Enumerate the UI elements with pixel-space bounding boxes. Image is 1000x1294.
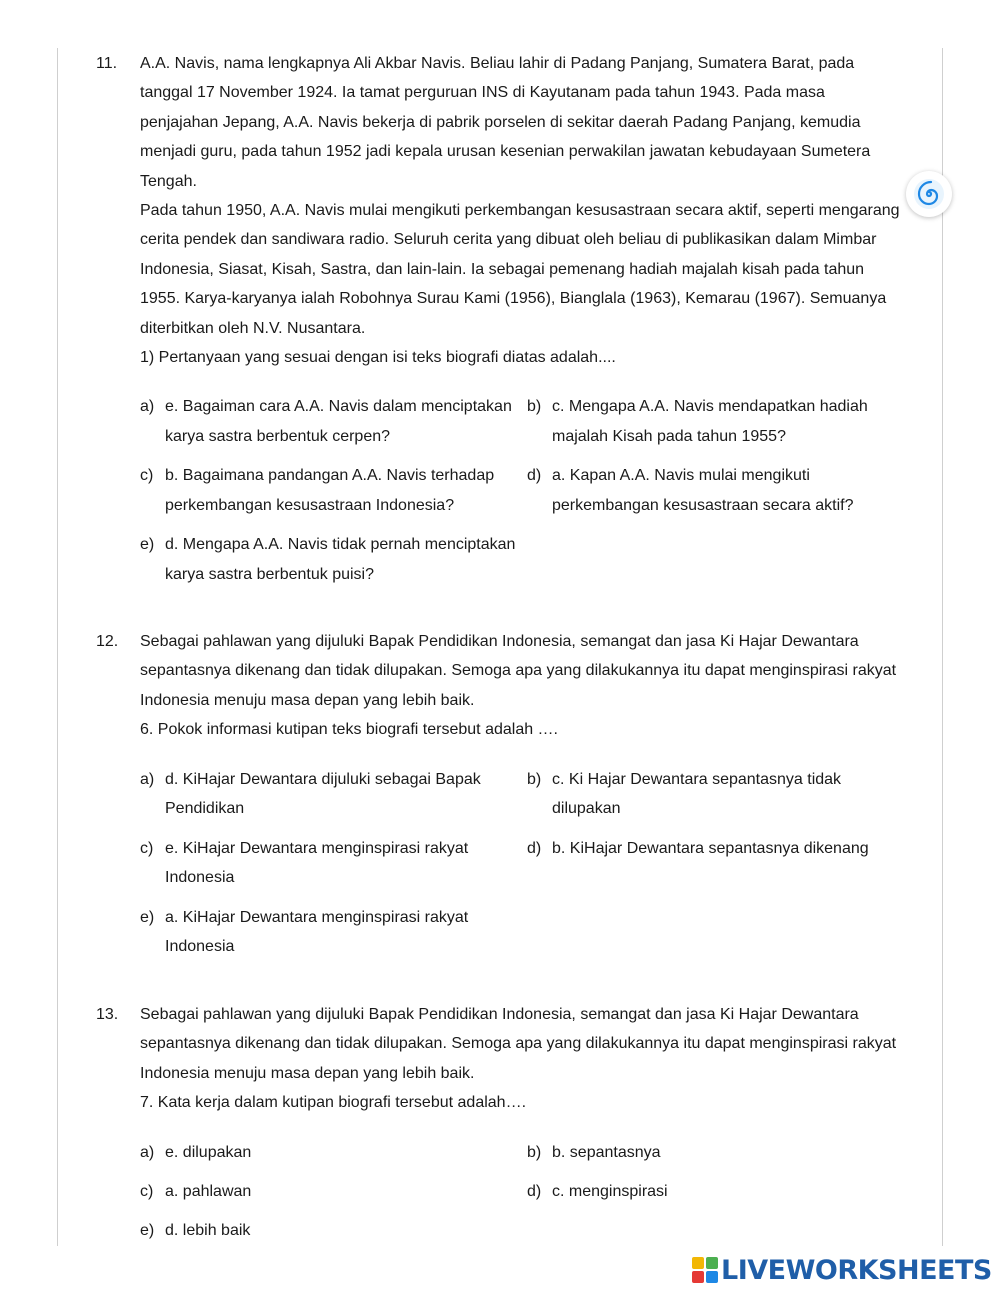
option-text: a. Kapan A.A. Navis mulai mengikuti perkembangan kesusastraan secara aktif? [552,467,854,514]
logo-block [706,1271,718,1283]
option-text: e. dilupakan [165,1143,252,1161]
passage-paragraph: Sebagai pahlawan yang dijuluki Bapak Pendidikan Indonesia, semangat dan jasa Ki Hajar Dewantara sepantasnya dikenang dan tidak dilupakan. Semoga apa yang dilakukannya itu dapat menginspirasi rakyat Indonesia menuju masa depan yang lebih baik. [140,1006,897,1082]
question-number: 13. [96,1006,119,1023]
option-text: b. sepantasnya [552,1143,661,1161]
option-b[interactable] [527,1138,907,1167]
liveworksheets-logo [692,1254,992,1286]
question-12 [96,627,906,956]
option-text: d. KiHajar Dewantara dijuluki sebagai Bapak Pendidikan [165,770,481,818]
question-13 [96,1000,906,1239]
option-a[interactable] [140,1138,520,1167]
option-d[interactable] [527,834,907,863]
option-text: e. Bagaiman cara A.A. Navis dalam menciptakan karya sastra berbentuk cerpen? [165,398,512,445]
question-prompt: 7. Kata kerja dalam kutipan biografi tersebut adalah…. [140,1094,527,1112]
logo-block [692,1257,704,1269]
logo-text: LIVEWORKSHEETS [721,1254,992,1286]
option-b[interactable] [527,392,907,451]
passage-paragraph: A.A. Navis, nama lengkapnya Ali Akbar Navis. Beliau lahir di Padang Panjang, Sumatera Barat, pada tanggal 17 November 1924. Ia tamat perguruan INS di Kayutanam pada tahun 1943. Pada masa penjajahan Jepang, A.A. Navis bekerja di pabrik porselen di sekitar daerah Padang Panjang, kemudia menjadi guru, pada tahun 1952 jadi kepala urusan kesenian perwakilan jawatan kebudayaan Sumetera Tengah. [140,55,871,190]
option-e[interactable] [140,1216,520,1245]
option-letter: d) [527,1182,542,1200]
assistant-button[interactable] [906,171,952,217]
question-prompt: 6. Pokok informasi kutipan teks biografi tersebut adalah …. [140,721,558,739]
option-text: c. menginspirasi [552,1182,668,1200]
question-passage [140,49,906,372]
option-letter: c) [140,839,154,857]
passage-paragraph: Pada tahun 1950, A.A. Navis mulai mengikuti perkembangan kesusastraan secara aktif, seperti mengarang cerita pendek dan sandiwara radio. Seluruh cerita yang dibuat oleh beliau di publikasikan dalam Mimbar Indonesia, Siasat, Kisah, Sastra, dan lain-lain. Ia sebagai pemenang hadiah majalah kisah pada tahun 1955. Karya-karyanya ialah Robohnya Surau Kami (1956), Bianglala (1963), Kemarau (1967). Semuanya diterbitkan oleh N.V. Nusantara. [140,202,900,337]
option-letter: e) [140,908,155,926]
option-letter: e) [140,536,155,554]
option-text: b. Bagaimana pandangan A.A. Navis terhadap perkembangan kesusastraan Indonesia? [165,467,495,514]
option-d[interactable] [527,461,907,520]
option-letter: a) [140,398,155,416]
page-border-right [942,48,943,1246]
option-text: d. lebih baik [165,1221,251,1239]
page-border-left [57,48,58,1246]
option-c[interactable] [140,834,520,893]
spiral-assistant-icon [912,177,946,211]
logo-block [706,1257,718,1269]
option-text: a. KiHajar Dewantara menginspirasi rakyat Indonesia [165,908,469,956]
option-text: c. Ki Hajar Dewantara sepantasnya tidak dilupakan [552,770,842,818]
option-text: d. Mengapa A.A. Navis tidak pernah menciptakan karya sastra berbentuk puisi? [165,536,516,583]
option-text: b. KiHajar Dewantara sepantasnya dikenang [552,839,869,857]
option-letter: c) [140,1182,154,1200]
question-number: 11. [96,55,118,72]
option-letter: d) [527,467,542,485]
option-letter: b) [527,1143,542,1161]
option-letter: a) [140,1143,155,1161]
option-e[interactable] [140,903,520,962]
option-e[interactable] [140,530,520,589]
option-letter: a) [140,770,155,788]
question-prompt: 1) Pertanyaan yang sesuai dengan isi teks biografi diatas adalah.... [140,349,616,367]
option-letter: d) [527,839,542,857]
option-c[interactable] [140,461,520,520]
option-c[interactable] [140,1177,520,1206]
question-11 [96,49,906,583]
logo-mark-icon [692,1257,718,1283]
option-letter: e) [140,1221,155,1239]
question-passage [140,1000,906,1118]
passage-paragraph: Sebagai pahlawan yang dijuluki Bapak Pendidikan Indonesia, semangat dan jasa Ki Hajar Dewantara sepantasnya dikenang dan tidak dilupakan. Semoga apa yang dilakukannya itu dapat menginspirasi rakyat Indonesia menuju masa depan yang lebih baik. [140,633,897,709]
option-text: e. KiHajar Dewantara menginspirasi rakyat Indonesia [165,839,469,887]
option-letter: b) [527,770,542,788]
option-letter: b) [527,398,542,416]
option-text: a. pahlawan [165,1182,252,1200]
option-a[interactable] [140,765,520,824]
option-b[interactable] [527,765,907,824]
question-number: 12. [96,633,119,650]
option-letter: c) [140,467,154,485]
question-passage [140,627,906,745]
logo-block [692,1271,704,1283]
option-text: c. Mengapa A.A. Navis mendapatkan hadiah majalah Kisah pada tahun 1955? [552,398,868,445]
option-a[interactable] [140,392,520,451]
option-d[interactable] [527,1177,907,1206]
